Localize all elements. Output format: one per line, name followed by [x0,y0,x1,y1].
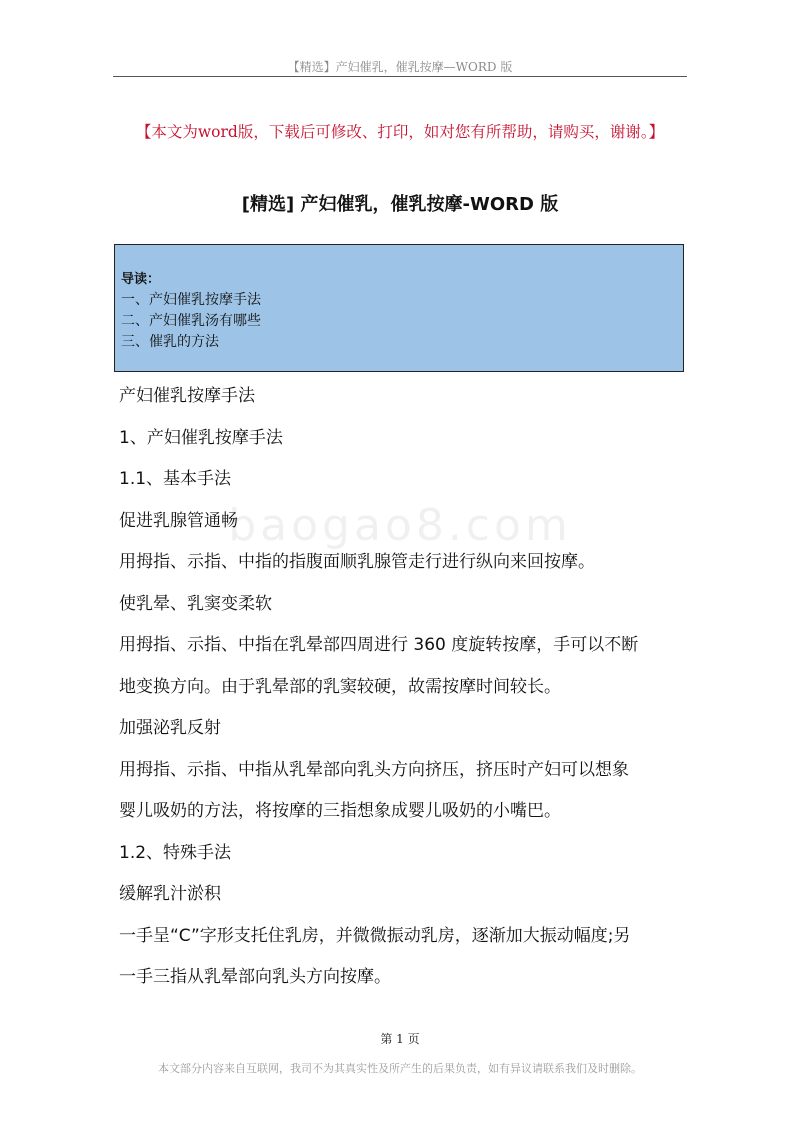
page-number: 第 1 页 [380,1032,420,1046]
subsection-heading: 1.2、特殊手法 [119,842,232,863]
document-title: [精选] 产妇催乳，催乳按摩-WORD 版 [241,194,559,215]
header-divider [113,76,687,77]
page-header: 【精选】产妇催乳，催乳按摩—WORD 版 [287,60,513,74]
paragraph: 加强泌乳反射 [119,718,221,738]
paragraph: 一手三指从乳晕部向乳头方向按摩。 [119,967,391,987]
guide-title: 导读： [121,272,161,287]
paragraph: 用拇指、示指、中指的指腹面顺乳腺管走行进行纵向来回按摩。 [119,552,595,572]
guide-item: 三、催乳的方法 [121,334,219,350]
document-body [119,376,689,999]
watermark: baogao8.com [228,500,572,551]
disclaimer-footer: 本文部分内容来自互联网，我司不为其真实性及所产生的后果负责，如有异议请联系我们及时删除。 [158,1062,642,1075]
guide-item: 一、产妇催乳按摩手法 [121,292,261,308]
paragraph: 地变换方向。由于乳晕部的乳窦较硬，故需按摩时间较长。 [119,676,561,697]
paragraph: 用拇指、示指、中指在乳晕部四周进行 360 度旋转按摩，手可以不断 [119,635,639,655]
guide-box [114,244,684,372]
section-heading: 产妇催乳按摩手法 [119,386,255,406]
subsection-heading: 1.1、基本手法 [119,469,232,489]
guide-item: 二、产妇催乳汤有哪些 [121,313,261,329]
section-heading: 1、产妇催乳按摩手法 [119,427,283,448]
paragraph: 一手呈“C”字形支托住乳房，并微微振动乳房，逐渐加大振动幅度;另 [119,925,631,946]
paragraph: 使乳晕、乳窦变柔软 [119,593,272,614]
paragraph: 缓解乳汁淤积 [119,884,221,904]
word-version-notice: 【本文为word版，下载后可修改、打印，如对您有所帮助，请购买，谢谢。】 [135,123,665,141]
paragraph: 用拇指、示指、中指从乳晕部向乳头方向挤压，挤压时产妇可以想象 [119,759,629,780]
paragraph: 婴儿吸奶的方法，将按摩的三指想象成婴儿吸奶的小嘴巴。 [119,801,561,821]
paragraph: 促进乳腺管通畅 [119,510,238,531]
